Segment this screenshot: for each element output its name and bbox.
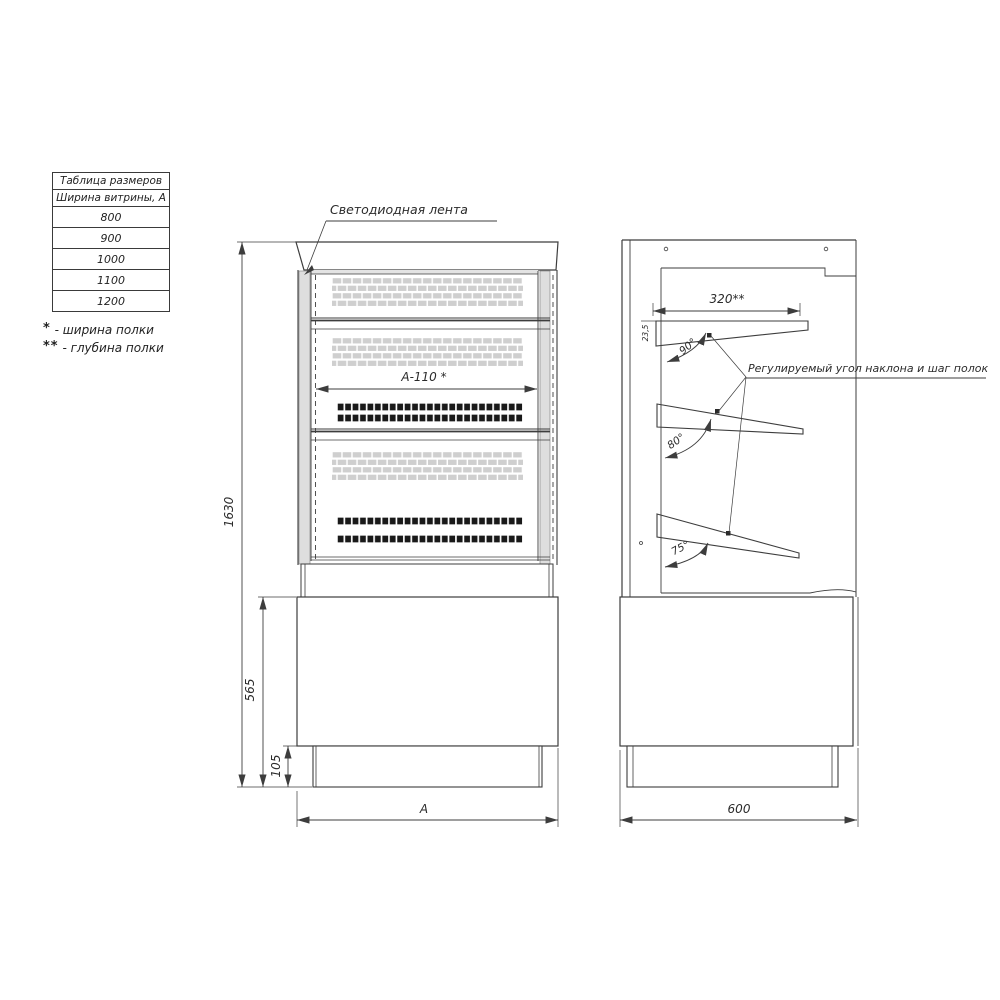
size-table-row: 900 — [53, 228, 169, 249]
mount-hole — [640, 542, 643, 545]
angle-75: 75° — [669, 538, 692, 559]
front-view — [296, 242, 558, 787]
front-shelf-grille — [337, 414, 523, 422]
front-interior-bottom — [311, 557, 550, 560]
led-leader-line — [307, 221, 326, 270]
front-shelf-band — [311, 429, 550, 440]
dim-600: 600 — [727, 802, 751, 816]
dim-1630: 1630 — [222, 496, 236, 528]
footnote-text: - ширина полки — [54, 323, 154, 337]
side-shelf-top — [656, 321, 808, 346]
footnote-text: - глубина полки — [62, 341, 164, 355]
angle-90: 90° — [677, 336, 700, 358]
side-inner-contour — [661, 268, 856, 276]
side-plinth — [627, 746, 838, 787]
front-back-perforation — [332, 451, 523, 481]
front-well-band — [301, 564, 553, 597]
dim-A: А — [419, 802, 429, 816]
shelf-note: Регулируемый угол наклона и шаг полок — [748, 362, 989, 375]
front-shelf-grille — [337, 403, 523, 411]
front-led-cover — [311, 270, 538, 274]
shelf-note-callout — [711, 336, 988, 533]
size-table-row: 1000 — [53, 249, 169, 270]
dim-320: 320** — [709, 292, 745, 306]
footnote-marker: ** — [43, 339, 59, 354]
front-base-cabinet — [297, 597, 558, 746]
size-table-title: Таблица размеров — [53, 173, 169, 190]
size-table-header: Ширина витрины, А — [53, 190, 169, 207]
size-table-row: 1100 — [53, 270, 169, 291]
dim-565: 565 — [243, 678, 257, 702]
front-shelf-band — [311, 318, 550, 329]
front-back-perforation — [332, 277, 523, 307]
front-shelf-grille — [337, 535, 523, 543]
front-canopy — [296, 242, 558, 270]
front-back-perforation — [332, 337, 523, 367]
dim-105: 105 — [269, 754, 283, 778]
size-table-row: 1200 — [97, 294, 125, 308]
side-view — [620, 240, 988, 827]
mount-hole — [664, 247, 668, 251]
led-callout — [304, 202, 497, 275]
shelf-note-leaders — [711, 336, 746, 533]
dim-A110: А-110 * — [401, 370, 447, 384]
dim-shelf-edge: 23,5 — [641, 324, 650, 342]
size-table-row: 800 — [53, 207, 169, 228]
side-shelf-middle — [657, 404, 803, 434]
mount-hole — [824, 247, 828, 251]
shelf-pivot — [707, 333, 712, 338]
led-label: Светодиодная лента — [330, 202, 468, 217]
side-base-cabinet — [620, 597, 853, 746]
side-interior-bottom — [661, 590, 856, 593]
shelf-pivot — [726, 531, 731, 536]
footnote-marker: * — [43, 321, 51, 336]
angle-80: 80° — [665, 431, 688, 452]
front-shelf-grille — [337, 517, 523, 525]
front-plinth — [313, 746, 542, 787]
